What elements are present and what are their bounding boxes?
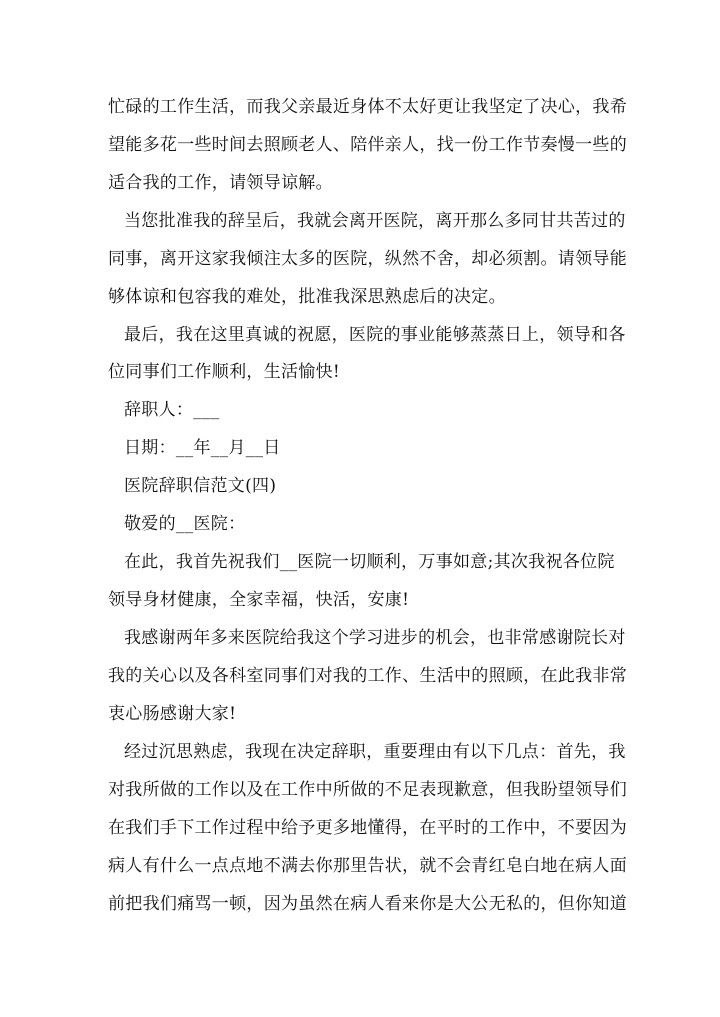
text-line-3: 适合我的工作，请领导谅解。 (108, 173, 333, 193)
salutation: 敬爱的__医院： (124, 514, 246, 534)
text-line-19: 对我所做的工作以及在工作中所做的不足表现歉意，但我盼望领导们 (108, 780, 627, 800)
text-line-6: 够体谅和包容我的难处，批准我深思熟虑后的决定。 (108, 287, 506, 307)
text-line-22: 前把我们痛骂一顿，因为虽然在病人看来你是大公无私的，但你知道 (108, 894, 627, 914)
text-line-20: 在我们手下工作过程中给予更多地懂得，在平时的工作中，不要因为 (108, 818, 627, 838)
text-line-5: 同事，离开这家我倾注太多的医院，纵然不舍，却必须割。请领导能 (108, 249, 627, 269)
text-line-16: 我的关心以及各科室同事们对我的工作、生活中的照顾，在此我非常 (108, 666, 627, 686)
text-line-13: 在此，我首先祝我们__医院一切顺利，万事如意;其次我祝各位院 (124, 552, 615, 572)
text-line-14: 领导身材健康，全家幸福，快活，安康! (108, 590, 410, 610)
text-line-15: 我感谢两年多来医院给我这个学习进步的机会，也非常感谢院长对 (124, 628, 626, 648)
text-line-1: 忙碌的工作生活，而我父亲最近身体不太好更让我坚定了决心，我希 (108, 97, 627, 117)
section-title: 医院辞职信范文(四) (124, 476, 277, 496)
text-line-2: 望能多花一些时间去照顾老人、陪伴亲人，找一份工作节奏慢一些的 (108, 135, 627, 155)
text-line-21: 病人有什么一点点地不满去你那里告状，就不会青红皂白地在病人面 (108, 856, 627, 876)
text-line-17: 衷心肠感谢大家! (108, 704, 237, 724)
text-line-4: 当您批准我的辞呈后，我就会离开医院，离开那么多同甘共苦过的 (124, 211, 626, 231)
resignee-line: 辞职人：___ (124, 400, 220, 420)
date-line: 日期：__年__月__日 (124, 438, 281, 458)
text-line-18: 经过沉思熟虑，我现在决定辞职，重要理由有以下几点：首先，我 (124, 742, 626, 762)
text-line-8: 位同事们工作顺利，生活愉快! (108, 362, 341, 382)
text-line-7: 最后，我在这里真诚的祝愿，医院的事业能够蒸蒸日上，领导和各 (124, 325, 626, 345)
